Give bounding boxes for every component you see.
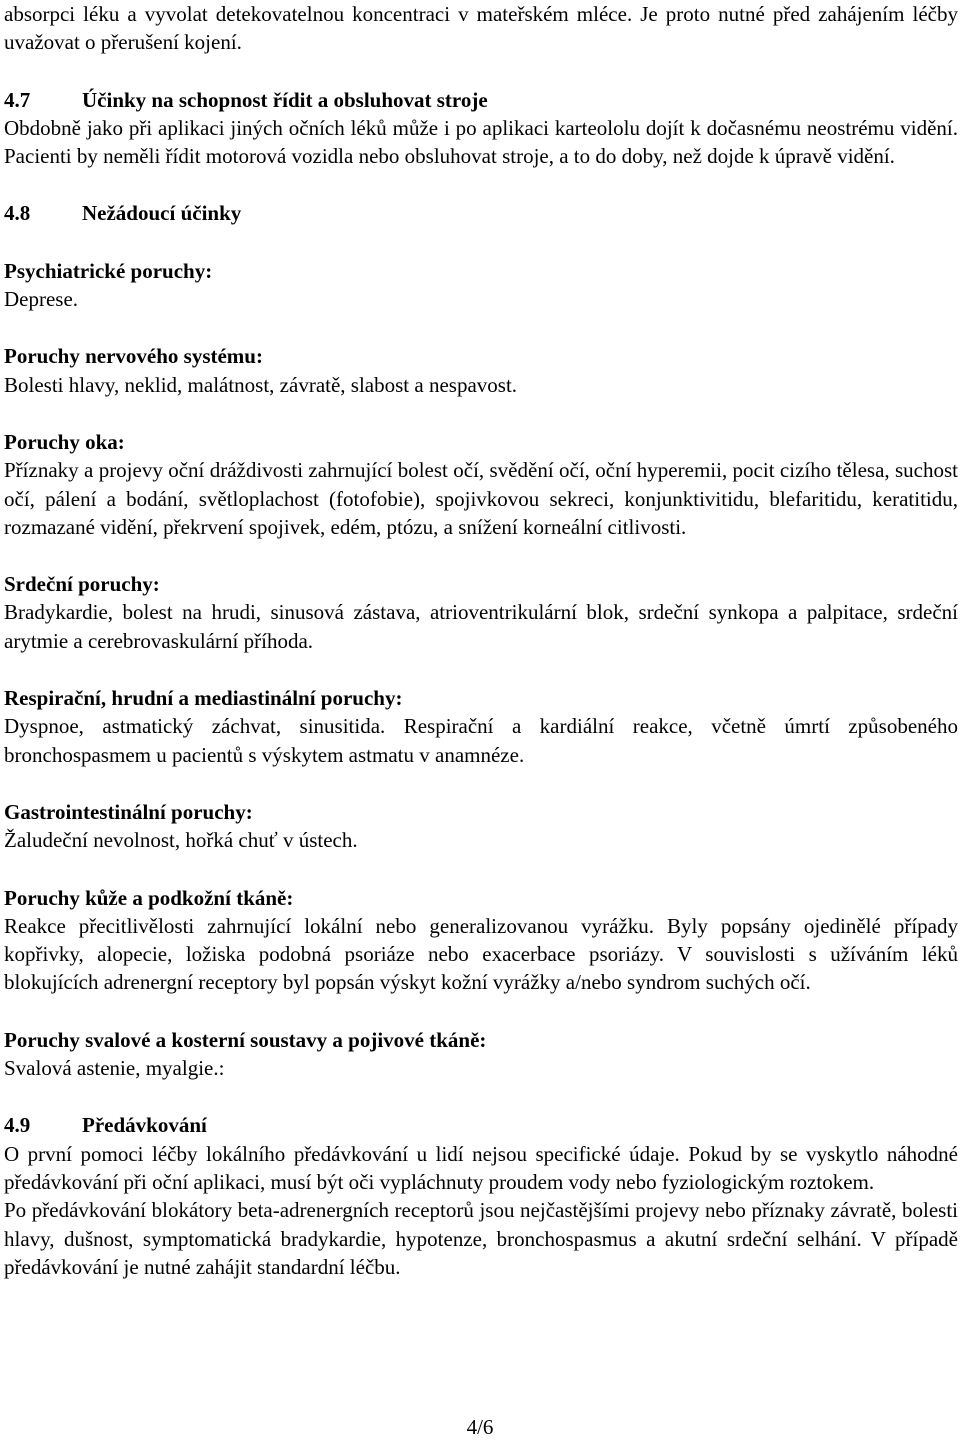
section-number: 4.8: [4, 201, 31, 226]
group-label: Poruchy nervového systému:: [4, 344, 263, 369]
section-4-9-paragraph-1: O první pomoci léčby lokálního předávkování u lidí nejsou specifické údaje. Pokud by se vyskytlo náhodné předávkování při oční aplikaci, musí být oči vypláchnuty proudem vody nebo fyziologickým roztokem.: [4, 1141, 958, 1194]
document-page: [4, 0, 958, 1281]
group-text: Bradykardie, bolest na hrudi, sinusová zástava, atrioventrikulární blok, srdeční synkopa a palpitace, srdeční arytmie a cerebrovaskulární příhoda.: [4, 600, 958, 653]
adverse-group-musculoskeletal: [4, 1026, 958, 1083]
group-text: Žaludeční nevolnost, hořká chuť v ústech.: [4, 828, 358, 853]
adverse-group-psychiatric: [4, 257, 958, 314]
group-text: Reakce přecitlivělosti zahrnující lokální nebo generalizovanou vyrážku. Byly popsány ojedinělé případy kopřivky, alopecie, ložiska podobná psoriáze nebo exacerbace psoriázy. V souvislosti s užíváním léků blokujících adrenergní receptory byl popsán výskyt kožní vyrážky a/nebo syndrom suchých očí.: [4, 913, 958, 995]
group-label: Psychiatrické poruchy:: [4, 258, 213, 283]
group-text: Svalová astenie, myalgie.:: [4, 1056, 225, 1081]
group-label: Respirační, hrudní a mediastinální poruchy:: [4, 686, 403, 711]
adverse-group-cardiac: [4, 570, 958, 655]
intro-paragraph: absorpci léku a vyvolat detekovatelnou koncentraci v mateřském mléce. Je proto nutné před zahájením léčby uvažovat o přerušení kojení.: [4, 2, 958, 55]
section-number: 4.7: [4, 87, 31, 112]
page-number: 4/6: [466, 1415, 494, 1439]
adverse-group-nervous: [4, 342, 958, 399]
section-title: Účinky na schopnost řídit a obsluhovat stroje: [82, 87, 488, 112]
section-4-7-heading: [4, 86, 958, 114]
section-title: Předávkování: [82, 1113, 207, 1138]
group-text: Příznaky a projevy oční dráždivosti zahrnující bolest očí, svědění očí, oční hyperemii, pocit cizího tělesa, suchost očí, pálení a bodání, světloplachost (fotofobie), spojivkovou sekreci, konjunktivitidu, blefaritidu, keratitidu, rozmazané vidění, překrvení spojivek, edém, ptózu, a snížení korneální citlivosti.: [4, 458, 958, 539]
section-4-8-heading: [4, 199, 958, 227]
adverse-group-skin: [4, 884, 958, 997]
group-label: Srdeční poruchy:: [4, 572, 160, 597]
section-number: 4.9: [4, 1113, 31, 1138]
group-text: Dyspnoe, astmatický záchvat, sinusitida. Respirační a kardiální reakce, včetně úmrtí způsobeného bronchospasmem u pacientů s výskytem astmatu v anamnéze.: [4, 714, 958, 767]
section-4-9-heading: [4, 1111, 958, 1139]
group-label: Poruchy kůže a podkožní tkáně:: [4, 885, 294, 910]
group-text: Deprese.: [4, 287, 79, 312]
adverse-group-respiratory: [4, 684, 958, 769]
group-label: Poruchy oka:: [4, 429, 125, 454]
section-4-7-body: Obdobně jako při aplikaci jiných očních léků může i po aplikaci karteololu dojít k dočasnému neostrému vidění. Pacienti by neměli řídit motorová vozidla nebo obsluhovat stroje, a to do doby, než dojde k úpravě vidění.: [4, 115, 958, 169]
group-text: Bolesti hlavy, neklid, malátnost, závratě, slabost a nespavost.: [4, 372, 518, 397]
group-label: Poruchy svalové a kosterní soustavy a pojivové tkáně:: [4, 1027, 487, 1052]
section-4-9-paragraph-2: Po předávkování blokátory beta-adrenergních receptorů jsou nejčastějšími projevy nebo příznaky závratě, bolesti hlavy, dušnost, symptomatická bradykardie, hypotenze, bronchospasmus a akutní srdeční selhání. V případě předávkování je nutné zahájit standardní léčbu.: [4, 1198, 958, 1279]
adverse-group-eye: [4, 428, 958, 541]
section-title: Nežádoucí účinky: [82, 201, 242, 226]
group-label: Gastrointestinální poruchy:: [4, 799, 253, 824]
adverse-group-gastrointestinal: [4, 798, 958, 855]
